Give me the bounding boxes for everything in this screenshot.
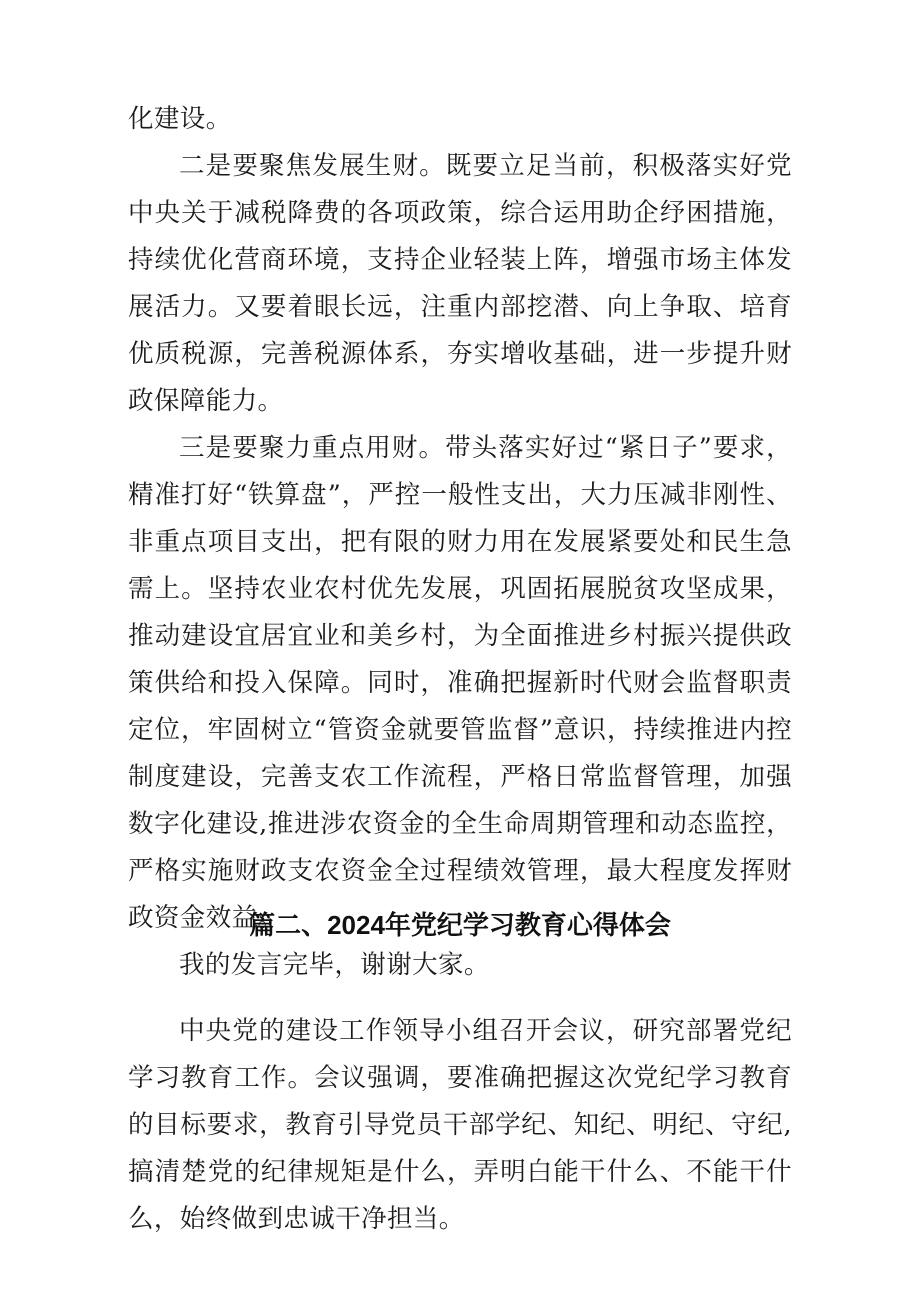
- upper-text-block: [128, 96, 792, 989]
- lower-text-block: [128, 1008, 792, 1243]
- paragraph-closing-remarks: 我的发言完毕，谢谢大家。: [179, 950, 490, 980]
- section-heading-pian-er: 篇二、2024年党纪学习教育心得体会: [249, 910, 671, 940]
- paragraph-point-two: 二是要聚焦发展生财。既要立足当前，积极落实好党中央关于减税降费的各项政策，综合运用助企纾困措施，持续优化营商环境，支持企业轻装上阵，增强市场主体发展活力。又要着眼长远，注重内部挖潜、向上争取、培育优质税源，完善税源体系，夯实增收基础，进一步提升财政保障能力。: [128, 151, 792, 416]
- paragraph-central-party-meeting: 中央党的建设工作领导小组召开会议，研究部署党纪学习教育工作。会议强调，要准确把握这次党纪学习教育的目标要求，教育引导党员干部学纪、知纪、明纪、守纪,搞清楚党的纪律规矩是什么，弄明白能干什么、不能干什么，始终做到忠诚干净担当。: [128, 1016, 792, 1234]
- paragraph-point-three: 三是要聚力重点用财。带头落实好过“紧日子”要求，精准打好“铁算盘”，严控一般性支出，大力压减非刚性、非重点项目支出，把有限的财力用在发展紧要处和民生急需上。坚持农业农村优先发展，巩固拓展脱贫攻坚成果，推动建设宜居宜业和美乡村，为全面推进乡村振兴提供政策供给和投入保障。同时，准确把握新时代财会监督职责定位，牢固树立“管资金就要管监督”意识，持续推进内控制度建设，完善支农工作流程，严格日常监督管理，加强数字化建设,推进涉农资金的全生命周期管理和动态监控，严格实施财政支农资金全过程绩效管理，最大程度发挥财政资金效益。: [128, 433, 792, 933]
- paragraph-continuation: 化建设。: [128, 104, 232, 134]
